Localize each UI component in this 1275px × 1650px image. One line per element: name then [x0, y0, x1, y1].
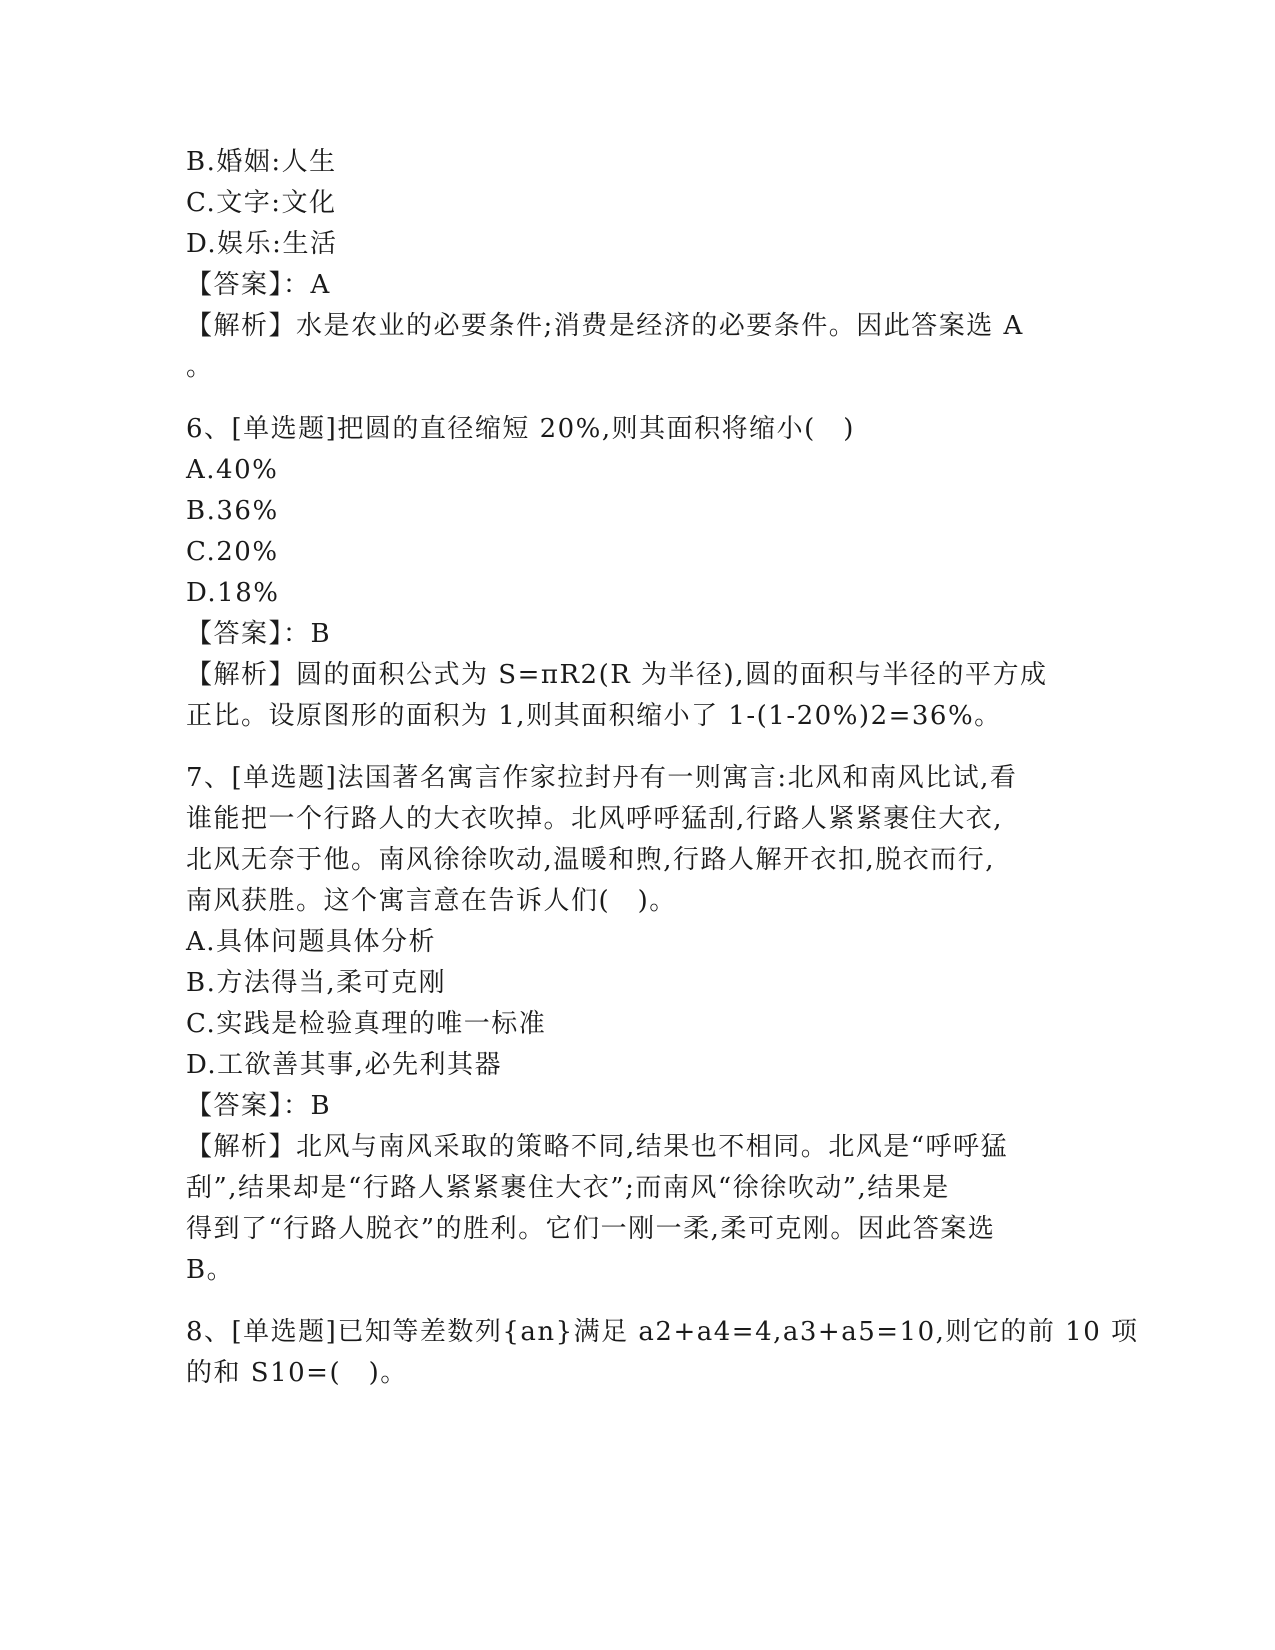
q5-option-b: B.婚姻:人生: [186, 147, 337, 177]
q7-analysis-line-1: 【解析】北风与南风采取的策略不同,结果也不相同。北风是“呼呼猛: [186, 1132, 1009, 1162]
q7-option-d: D.工欲善其事,必先利其器: [186, 1050, 502, 1080]
q6-analysis-line-2: 正比。设原图形的面积为 1,则其面积缩小了 1-(1-20%)2=36%。: [186, 701, 1002, 731]
q5-analysis-line-2: 。: [186, 352, 214, 382]
q8-stem-line-1: 8、[单选题]已知等差数列{an}满足 a2+a4=4,a3+a5=10,则它的前 10 项: [186, 1317, 1139, 1347]
q7-analysis-line-2: 刮”,结果却是“行路人紧紧裹住大衣”;而南风“徐徐吹动”,结果是: [186, 1173, 950, 1203]
q7-option-a: A.具体问题具体分析: [186, 927, 437, 957]
q7-analysis-line-3: 得到了“行路人脱衣”的胜利。它们一刚一柔,柔可克刚。因此答案选: [186, 1214, 996, 1244]
q6-answer: 【答案】：B: [186, 619, 332, 649]
q8-stem-line-2: 的和 S10=( )。: [186, 1358, 408, 1388]
q7-stem-line-4: 南风获胜。这个寓言意在告诉人们( )。: [186, 886, 677, 916]
q6-option-d: D.18%: [186, 578, 280, 608]
q5-analysis-line-1: 【解析】水是农业的必要条件;消费是经济的必要条件。因此答案选 A: [186, 311, 1024, 341]
q5-option-d: D.娱乐:生活: [186, 229, 338, 259]
q6-analysis-line-1: 【解析】圆的面积公式为 S=πR2(R 为半径),圆的面积与半径的平方成: [186, 660, 1048, 690]
q7-stem-line-2: 谁能把一个行路人的大衣吹掉。北风呼呼猛刮,行路人紧紧裹住大衣,: [186, 804, 1004, 834]
q7-stem-line-3: 北风无奈于他。南风徐徐吹动,温暖和煦,行路人解开衣扣,脱衣而行,: [186, 845, 996, 875]
q5-answer: 【答案】：A: [186, 270, 331, 300]
q5-option-c: C.文字:文化: [186, 188, 337, 218]
q6-option-a: A.40%: [186, 455, 279, 485]
q7-answer: 【答案】：B: [186, 1091, 332, 1121]
q6-option-c: C.20%: [186, 537, 279, 567]
q7-analysis-line-4: B。: [186, 1255, 235, 1285]
q7-stem-line-1: 7、[单选题]法国著名寓言作家拉封丹有一则寓言:北风和南风比试,看: [186, 763, 1018, 793]
q6-option-b: B.36%: [186, 496, 279, 526]
q7-option-c: C.实践是检验真理的唯一标准: [186, 1009, 547, 1039]
q6-stem-line-1: 6、[单选题]把圆的直径缩短 20%,则其面积将缩小( ): [186, 414, 855, 444]
q7-option-b: B.方法得当,柔可克刚: [186, 968, 447, 998]
